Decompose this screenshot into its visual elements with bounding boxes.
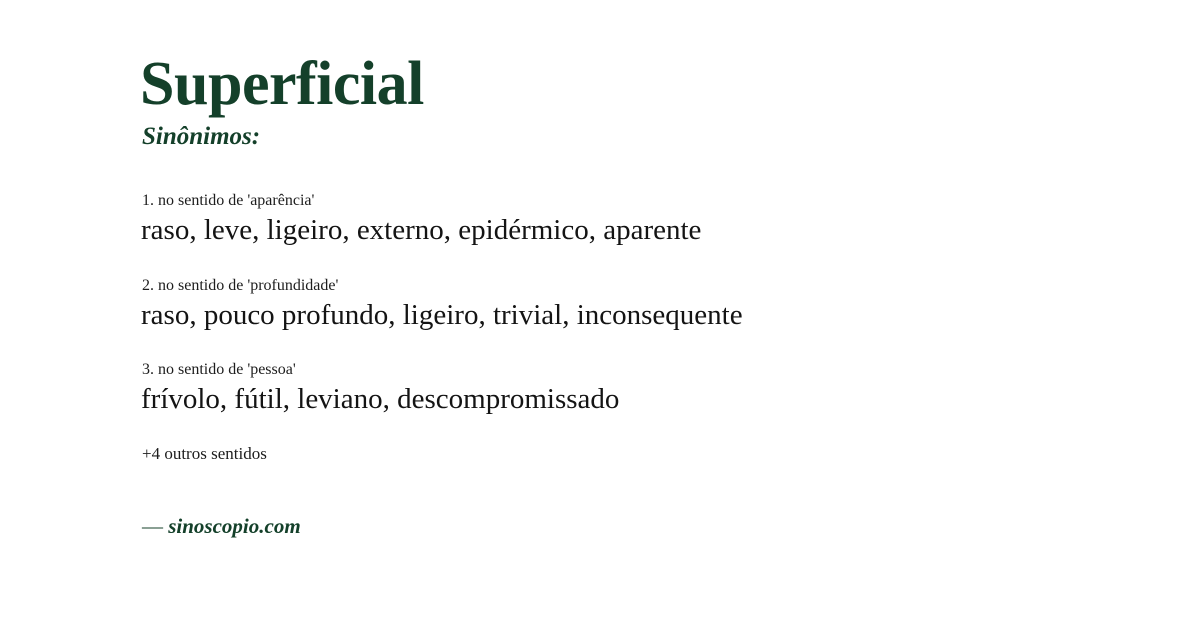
- sense-entry: [140, 360, 1060, 417]
- sense-list: [140, 191, 1060, 417]
- more-senses-note: +4 outros sentidos: [142, 444, 267, 464]
- sense-synonyms: raso, leve, ligeiro, externo, epidérmico, aparente: [141, 214, 702, 247]
- page-title: Superficial: [140, 50, 424, 118]
- sense-entry: [140, 276, 1060, 333]
- source-name: sinoscopio.com: [168, 514, 301, 539]
- sense-synonyms: frívolo, fútil, leviano, descompromissado: [141, 383, 620, 416]
- sense-label: 1. no sentido de 'aparência': [142, 192, 315, 210]
- sense-label: 2. no sentido de 'profundidade': [142, 276, 339, 294]
- source-dash: —: [142, 514, 163, 539]
- sense-entry: [140, 191, 1060, 248]
- sense-label: 3. no sentido de 'pessoa': [142, 360, 296, 378]
- subtitle-synonyms: Sinônimos:: [142, 123, 261, 151]
- source-attribution: [142, 514, 1060, 539]
- sense-synonyms: raso, pouco profundo, ligeiro, trivial, inconsequente: [141, 298, 743, 331]
